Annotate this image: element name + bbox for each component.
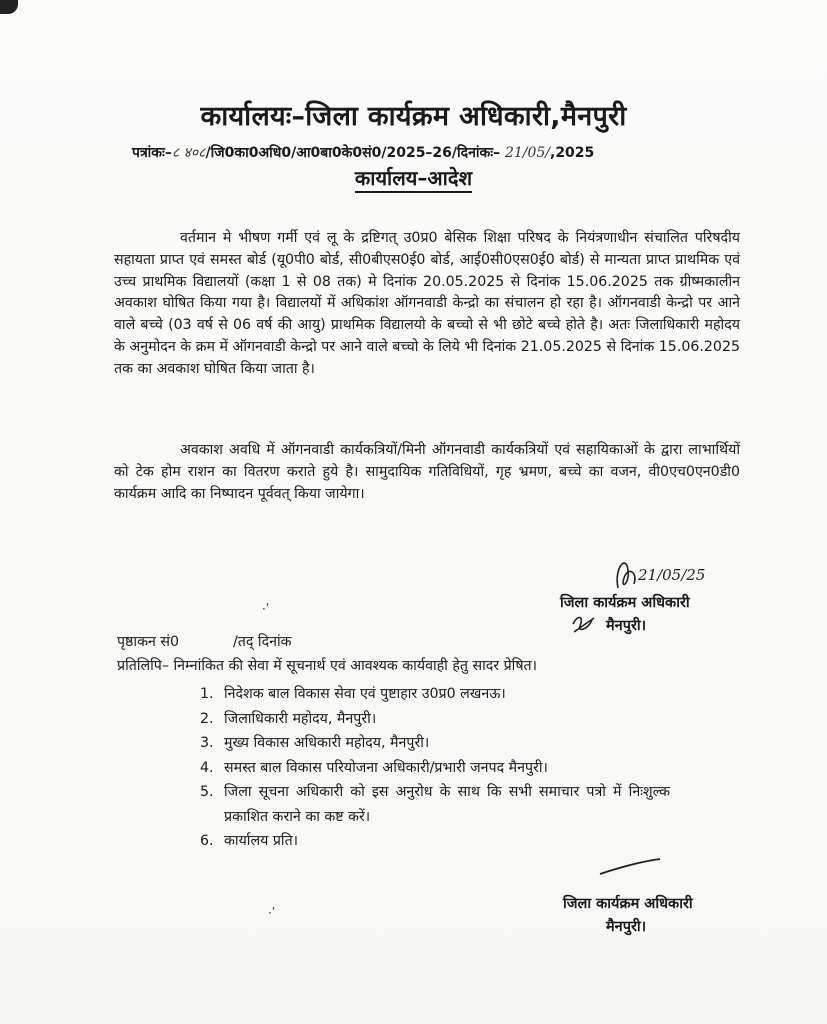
paragraph-1: वर्तमान मे भीषण गर्मी एवं लू के द्रष्टिगत् उ0प्र0 बेसिक शिक्षा परिषद के नियंत्रणाधीन संचालित परिषदीय सहायता प्राप्त एवं समस्त बोर्ड (यू0पी0 बोर्ड, सी0बीएस0ई0 बोर्ड, आई0सी0एस0ई0 बोर्ड) से मान्यता प्राप्त प्राथमिक एवं उच्च प्राथमिक विद्यालयों (कक्षा 1 से 08 तक) मे दिनांक 20.05.2025 से दिनांक 15.06.2025 तक ग्रीष्मकालीन अवकाश घोषित किया गया है। विद्यालयों में अधिकांश ऑगनवाडी केन्द्रो का संचालन हो रहा है। ऑगनवाडी केन्द्रो पर आने वाले बच्चे (03 वर्ष से 06 वर्ष की आयु) प्राथमिक विद्यालयो के बच्चो से भी छोटे बच्चे होते है। अतः जिलाधिकारी महोदय के अनुमोदन के क्रम में ऑगनवाडी केन्द्रो पर आने वाले बच्चो के लिये भी दिनांक 21.05.2025 से दिनांक 15.06.2025 तक का अवकाश घोषित किया जाता है। — [114, 230, 740, 377]
endorsement-line — [117, 632, 292, 651]
signature-1-designation: जिला कार्यक्रम अधिकारी — [560, 595, 690, 611]
signature-stroke — [598, 856, 664, 878]
order-title — [0, 164, 827, 191]
initials-mark — [570, 612, 598, 636]
reference-line — [132, 143, 594, 162]
list-item: 2. जिलाधिकारी महोदय, मैनपुरी। — [200, 710, 377, 727]
paragraph-2: अवकाश अवधि में ऑगनवाडी कार्यकत्रियों/मिनी ऑगनवाडी कार्यकत्रियों एवं सहायिकाओं के द्वारा लाभार्थियों को टेक होम राशन का वितरण कराते हुये है। सामुदायिक गतिविधियों, गृह भ्रमण, बच्चे का वजन, वी0एच0एन0डी0 कार्यक्रम आदि का निष्पादन पूर्ववत् किया जायेगा। — [114, 442, 740, 502]
order-title-text: कार्यालय–आदेश — [355, 166, 472, 193]
reference-year: ,2025 — [550, 145, 595, 161]
signature-2-designation: जिला कार्यक्रम अधिकारी — [563, 896, 693, 912]
list-item: 6. कार्यालय प्रति। — [200, 833, 299, 849]
copy-line: प्रतिलिपि– निम्नांकित की सेवा में सूचनार्थ एवं आवश्यक कार्यवाही हेतु सादर प्रेषित। — [117, 658, 538, 674]
letter-no-handwritten: ८ ४०८ — [171, 145, 206, 161]
reference-code: /जि0का0अधि0/आ0बा0के0सं0/2025–26/दिनांकः– — [205, 145, 501, 161]
endorsement-label: पृष्ठाकन सं0 — [117, 634, 179, 650]
date-handwritten: 21/05/ — [504, 145, 550, 161]
recipient-list — [200, 682, 670, 854]
signature-2-place: मैनपुरी। — [606, 919, 647, 935]
list-item: 5. जिला सूचना अधिकारी को इस अनुरोध के साथ कि सभी समाचार पत्रो में निःशुल्क प्रकाशित कराने का कष्ट करें। — [200, 784, 670, 825]
letter-no-label: पत्रांकः– — [132, 145, 172, 161]
list-item: 3. मुख्य विकास अधिकारी महोदय, मैनपुरी। — [200, 735, 430, 751]
office-title: कार्यालयः–जिला कार्यक्रम अधिकारी,मैनपुरी — [200, 101, 627, 132]
list-item: 1. निदेशक बाल विकास सेवा एवं पुष्टाहार उ0प्र0 लखनऊ। — [200, 686, 506, 702]
list-item: 4. समस्त बाल विकास परियोजना अधिकारी/प्रभारी जनपद मैनपुरी। — [200, 759, 548, 776]
endorsement-suffix: /तद् दिनांक — [233, 634, 292, 650]
scan-speck: ·ʹ — [262, 602, 270, 616]
scan-corner-mark — [0, 0, 18, 14]
signature-date: 21/05/25 — [638, 566, 706, 584]
handwritten-signature — [612, 548, 712, 598]
scan-speck: ·ʹ — [268, 906, 276, 920]
signature-1-place: मैनपुरी। — [606, 618, 647, 634]
